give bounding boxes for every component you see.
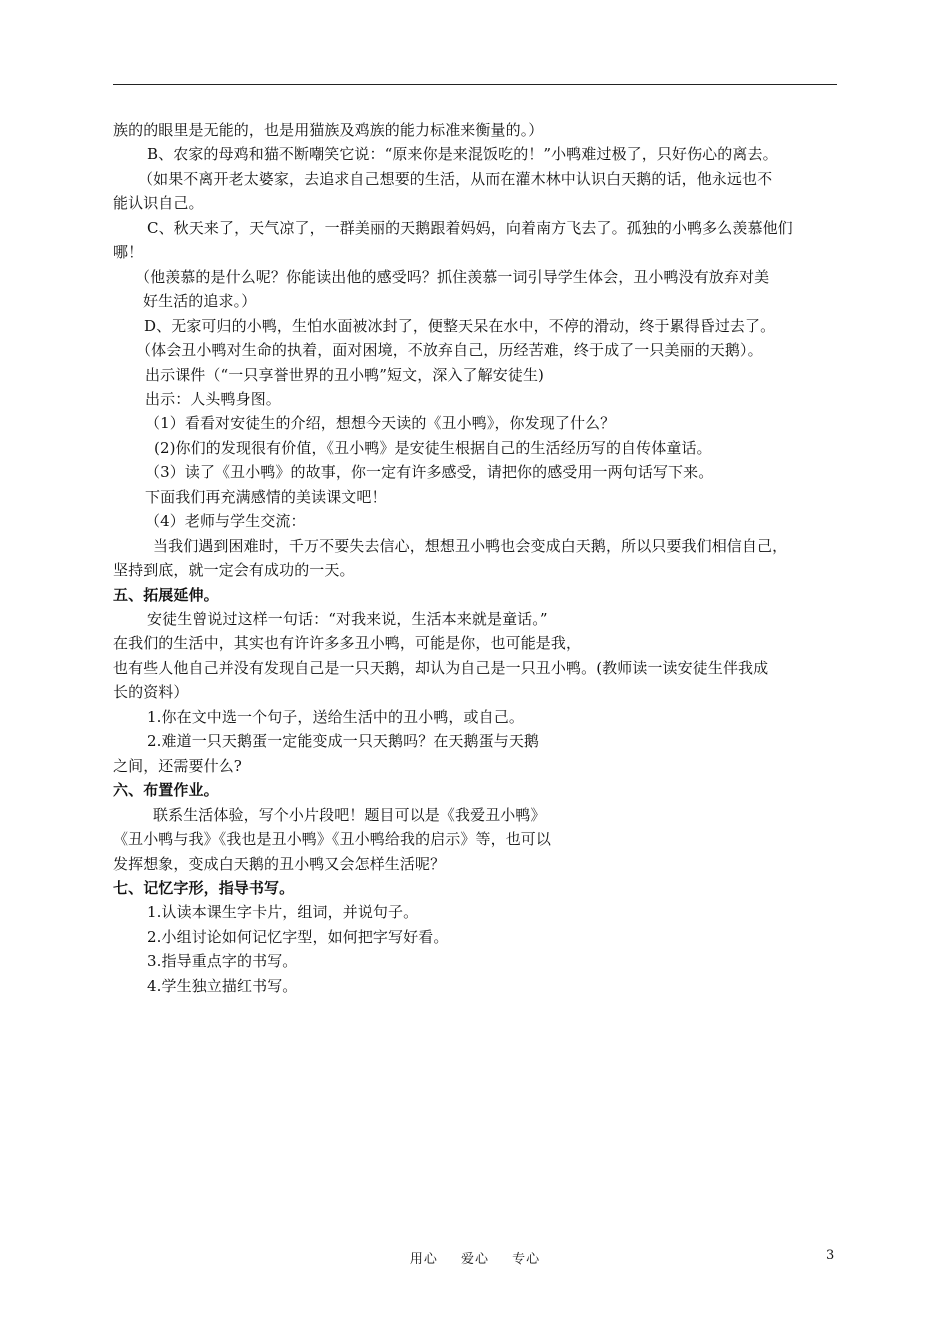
paragraph-line: 《丑小鸭与我》《我也是丑小鸭》《丑小鸭给我的启示》等，也可以 xyxy=(113,830,552,849)
paragraph-line: 坚持到底，就一定会有成功的一天。 xyxy=(113,561,355,580)
footer-motto-1: 用心 xyxy=(409,1252,438,1267)
paragraph-line: （体会丑小鸭对生命的执着，面对困境，不放弃自己，历经苦难，终于成了一只美丽的天鹅）。 xyxy=(136,341,763,360)
paragraph-line: 3.指导重点字的书写。 xyxy=(147,952,298,971)
footer-motto-2: 爱心 xyxy=(460,1252,489,1267)
footer-motto-3: 专心 xyxy=(512,1252,541,1267)
paragraph-line: D、无家可归的小鸭，生怕水面被冰封了，便整天呆在水中，不停的滑动，终于累得昏过去了。 xyxy=(144,316,776,335)
paragraph-line: 1.你在文中选一个句子，送给生活中的丑小鸭，或自己。 xyxy=(147,707,524,726)
paragraph-line: 下面我们再充满感情的美读课文吧！ xyxy=(145,487,387,506)
paragraph-line: （1）看看对安徒生的介绍，想想今天读的《丑小鸭》，你发现了什么？ xyxy=(145,414,616,433)
section-heading: 六、布置作业。 xyxy=(113,781,219,800)
paragraph-line: 1.认读本课生字卡片，组词，并说句子。 xyxy=(147,903,419,922)
paragraph-line: 2.难道一只天鹅蛋一定能变成一只天鹅吗？在天鹅蛋与天鹅 xyxy=(147,732,540,751)
paragraph-line: 出示课件（“一只享誉世界的丑小鸭”短文，深入了解安徒生) xyxy=(145,365,544,384)
paragraph-line: 族的的眼里是无能的，也是用猫族及鸡族的能力标准来衡量的。） xyxy=(113,121,544,139)
paragraph-line: 也有些人他自己并没有发现自己是一只天鹅，却认为自己是一只丑小鸭。(教师读一读安徒生伴我成 xyxy=(113,658,769,677)
footer-motto xyxy=(0,1248,950,1267)
section-heading: 五、拓展延伸。 xyxy=(113,585,219,604)
paragraph-line: 好生活的追求。） xyxy=(143,292,257,311)
paragraph-line: 安徒生曾说过这样一句话：“对我来说，生活本来就是童话。” xyxy=(147,610,548,628)
paragraph-line: （如果不离开老太婆家，去追求自己想要的生活，从而在灌木林中认识白天鹅的话，他永远也不 xyxy=(138,169,773,188)
paragraph-line: 长的资料） xyxy=(113,683,189,702)
paragraph-line: 联系生活体验，写个小片段吧！题目可以是《我爱丑小鸭》 xyxy=(153,805,546,824)
paragraph-line: 4.学生独立描红书写。 xyxy=(147,976,298,995)
paragraph-line: 在我们的生活中，其实也有许许多多丑小鸭，可能是你，也可能是我， xyxy=(113,634,582,653)
paragraph-line: 当我们遇到困难时，千万不要失去信心，想想丑小鸭也会变成白天鹅，所以只要我们相信自己， xyxy=(153,536,788,555)
paragraph-line: 2.小组讨论如何记忆字型，如何把字写好看。 xyxy=(147,927,449,946)
paragraph-line: C、秋天来了，天气凉了，一群美丽的天鹅跟着妈妈，向着南方飞去了。孤独的小鸭多么羡慕他们 xyxy=(147,218,793,237)
paragraph-line: (2)你们的发现很有价值，《丑小鸭》是安徒生根据自己的生活经历写的自传体童话。 xyxy=(154,438,712,457)
paragraph-line: 哪！ xyxy=(113,243,144,262)
paragraph-line: 发挥想象，变成白天鹅的丑小鸭又会怎样生活呢？ xyxy=(113,854,446,873)
paragraph-line: B、农家的母鸡和猫不断嘲笑它说：“原来你是来混饭吃的！”小鸭难过极了，只好伤心的离去。 xyxy=(147,145,778,164)
paragraph-line: 之间，还需要什么? xyxy=(113,756,242,775)
section-heading: 七、记忆字形，指导书写。 xyxy=(113,878,295,897)
paragraph-line: 能认识自己。 xyxy=(113,194,204,213)
page-number: 3 xyxy=(826,1248,835,1263)
paragraph-line: 出示：人头鸭身图。 xyxy=(145,389,281,408)
header-rule xyxy=(113,84,837,85)
paragraph-line: （3）读了《丑小鸭》的故事，你一定有许多感受，请把你的感受用一两句话写下来。 xyxy=(145,463,714,482)
paragraph-line: （4）老师与学生交流： xyxy=(145,512,306,531)
paragraph-line: （他羡慕的是什么呢？你能读出他的感受吗？抓住羡慕一词引导学生体会，丑小鸭没有放弃对美 xyxy=(135,267,770,286)
